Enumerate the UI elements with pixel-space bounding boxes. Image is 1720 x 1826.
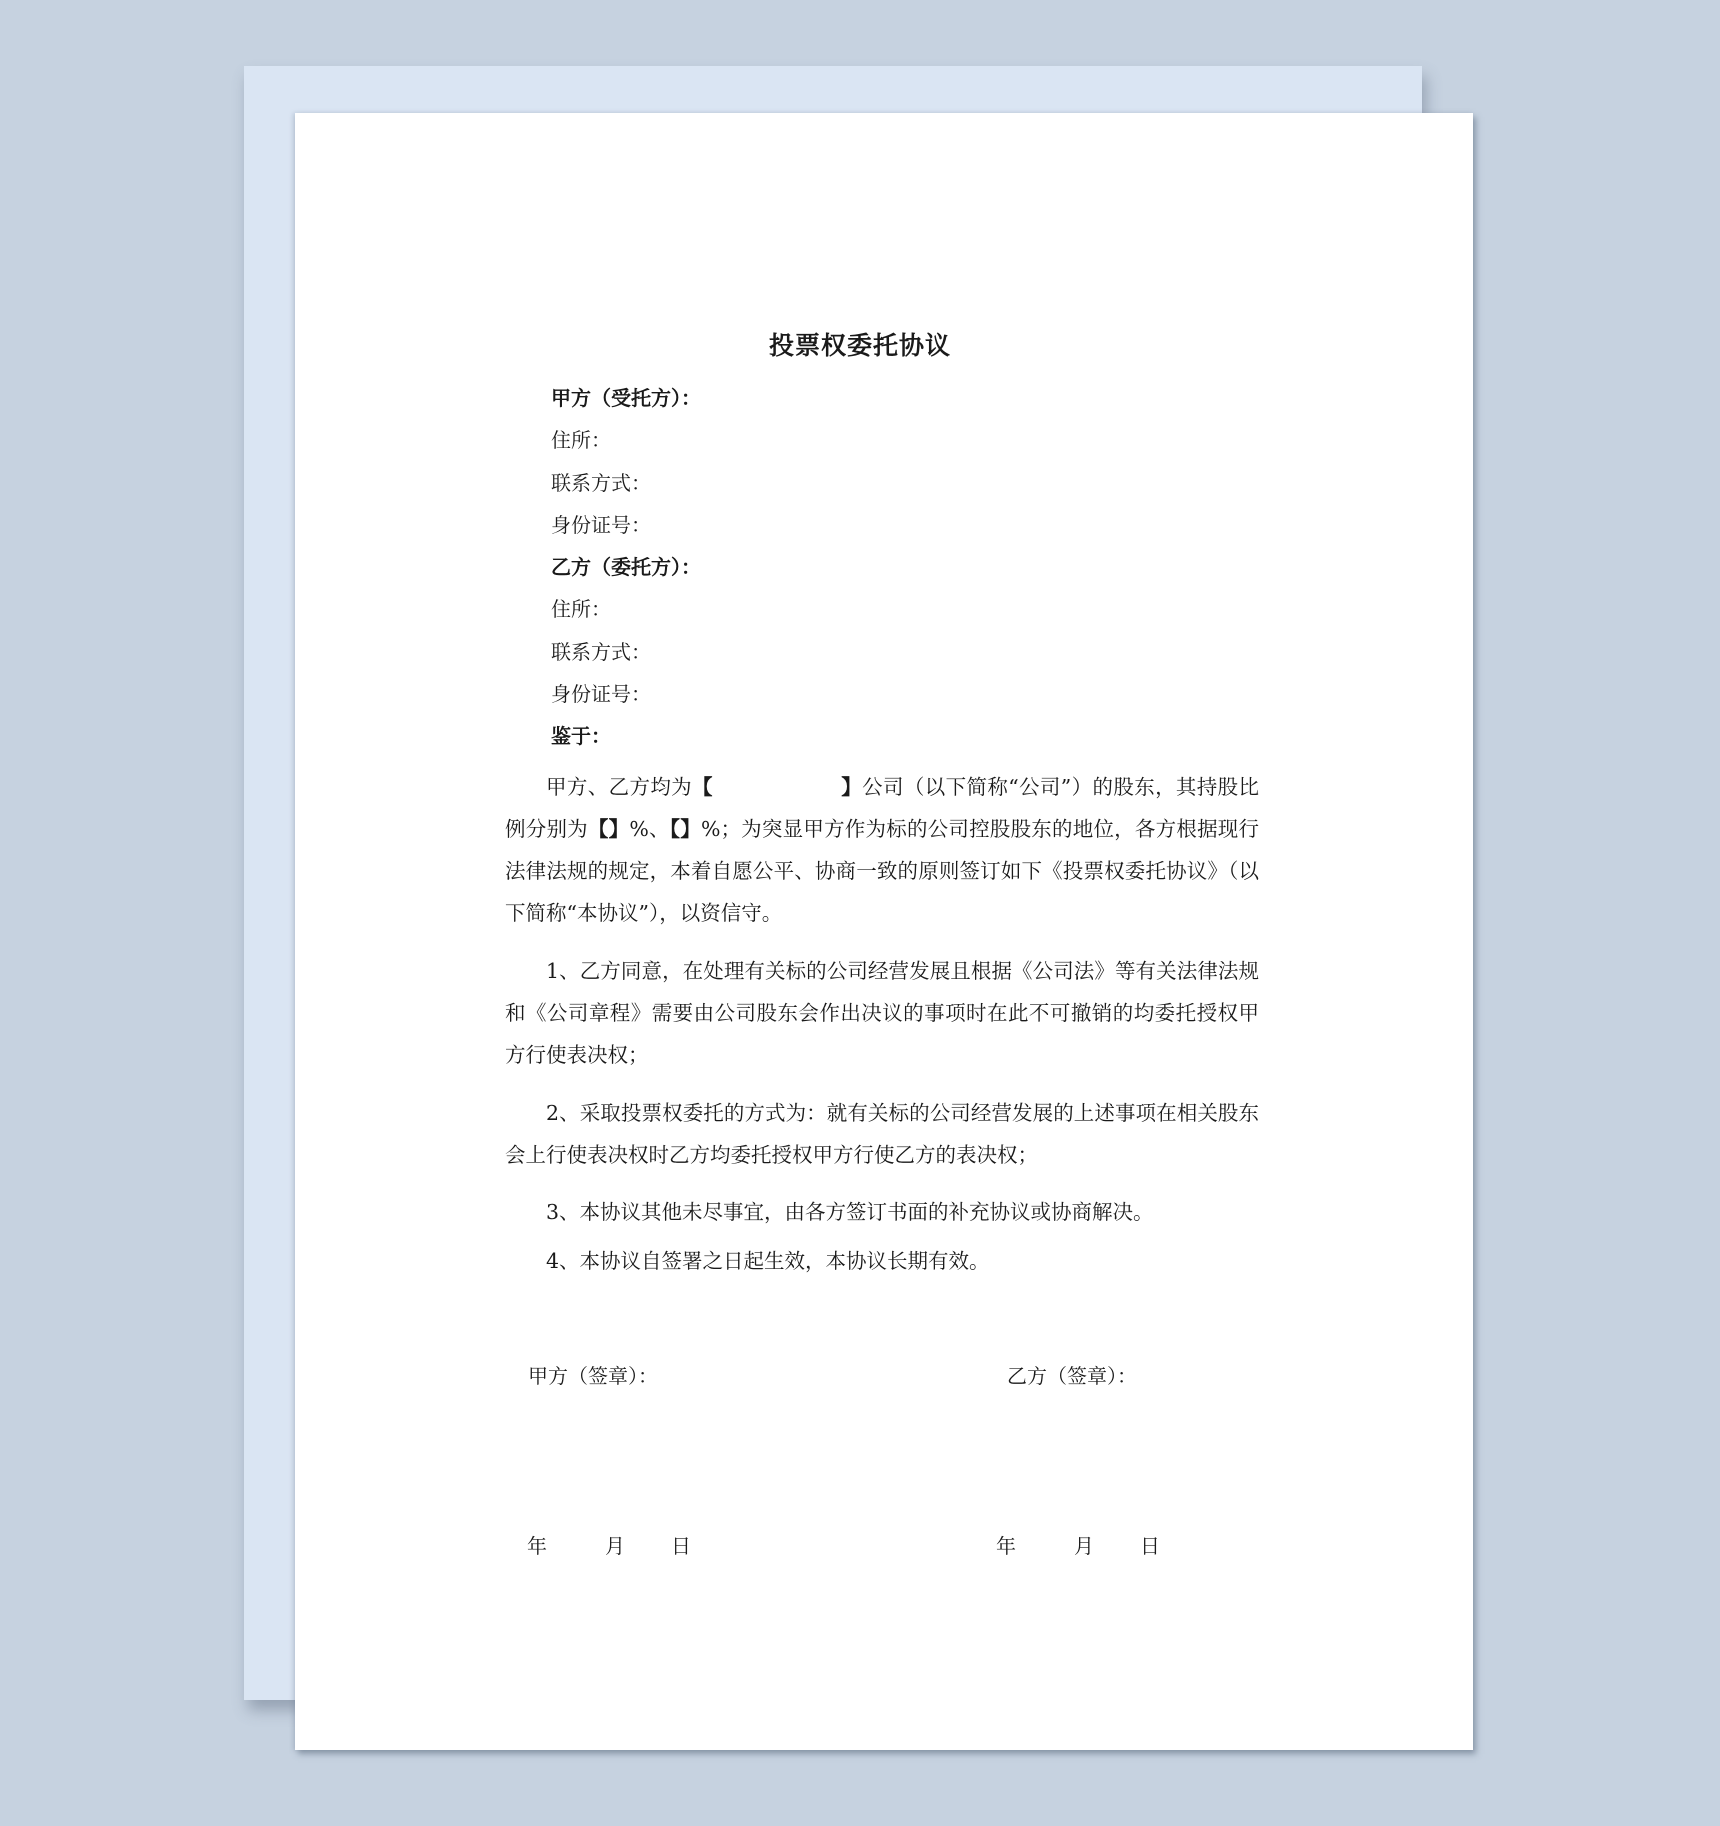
day-label: 日 — [671, 1534, 691, 1558]
party-b-date — [996, 1530, 1160, 1559]
day-label: 日 — [1140, 1534, 1160, 1558]
share-pct-a-blank: 【】 — [587, 817, 630, 841]
recital-pct-1: %、 — [629, 817, 670, 841]
clause-2: 2、采取投票权委托的方式为：就有关标的公司经营发展的上述事项在相关股东会上行使表决权时乙方均委托授权甲方行使乙方的表决权； — [505, 1101, 1259, 1167]
clause-3: 3、本协议其他未尽事宜，由各方签订书面的补充协议或协商解决。 — [546, 1200, 1154, 1224]
party-b-id-label: 身份证号： — [551, 682, 651, 707]
month-label: 月 — [605, 1534, 625, 1558]
party-a-id-label: 身份证号： — [551, 512, 651, 537]
clause-4: 4、本协议自签署之日起生效，本协议长期有效。 — [546, 1249, 990, 1273]
clause-1: 1、乙方同意，在处理有关标的公司经营发展且根据《公司法》等有关法律法规和《公司章程》需要由公司股东会作出决议的事项时在此不可撤销的均委托授权甲方行使表决权； — [505, 959, 1259, 1067]
company-name-bracket-open: 【 — [692, 775, 713, 799]
party-a-signature-label: 甲方（签章）： — [528, 1364, 658, 1388]
party-b-heading: 乙方（委托方）： — [551, 555, 701, 580]
party-a-heading: 甲方（受托方）： — [551, 386, 701, 410]
month-label: 月 — [1074, 1534, 1094, 1558]
party-b-contact-label: 联系方式： — [551, 639, 651, 664]
recital-paragraph — [505, 766, 1259, 934]
share-pct-b-blank: 【】 — [669, 817, 701, 841]
party-b-signature-label: 乙方（签章）： — [1007, 1364, 1137, 1388]
party-a-address-label: 住所： — [551, 428, 611, 453]
recital-text-3: %；为突显甲方作为标的公司控股股东的地位，各方根据现行法律法规的规定，本着自愿公平、协商一致的原则签订如下《投票权委托协议》（以下简称“本协议”），以资信守。 — [505, 817, 1260, 925]
parties-block — [551, 382, 701, 763]
party-a-date — [527, 1530, 691, 1559]
year-label: 年 — [996, 1534, 1016, 1558]
year-label: 年 — [527, 1534, 547, 1558]
recital-text-2: 公司（以下简称“公司”）的股东，其持股比例分别为 — [505, 775, 1260, 841]
company-name-bracket-close: 】 — [840, 775, 863, 799]
party-a-contact-label: 联系方式： — [551, 470, 651, 495]
party-b-address-label: 住所： — [551, 597, 611, 622]
recital-text-1: 甲方、乙方均为 — [546, 775, 693, 799]
document-title: 投票权委托协议 — [768, 331, 951, 360]
whereas-label: 鉴于： — [551, 724, 611, 749]
